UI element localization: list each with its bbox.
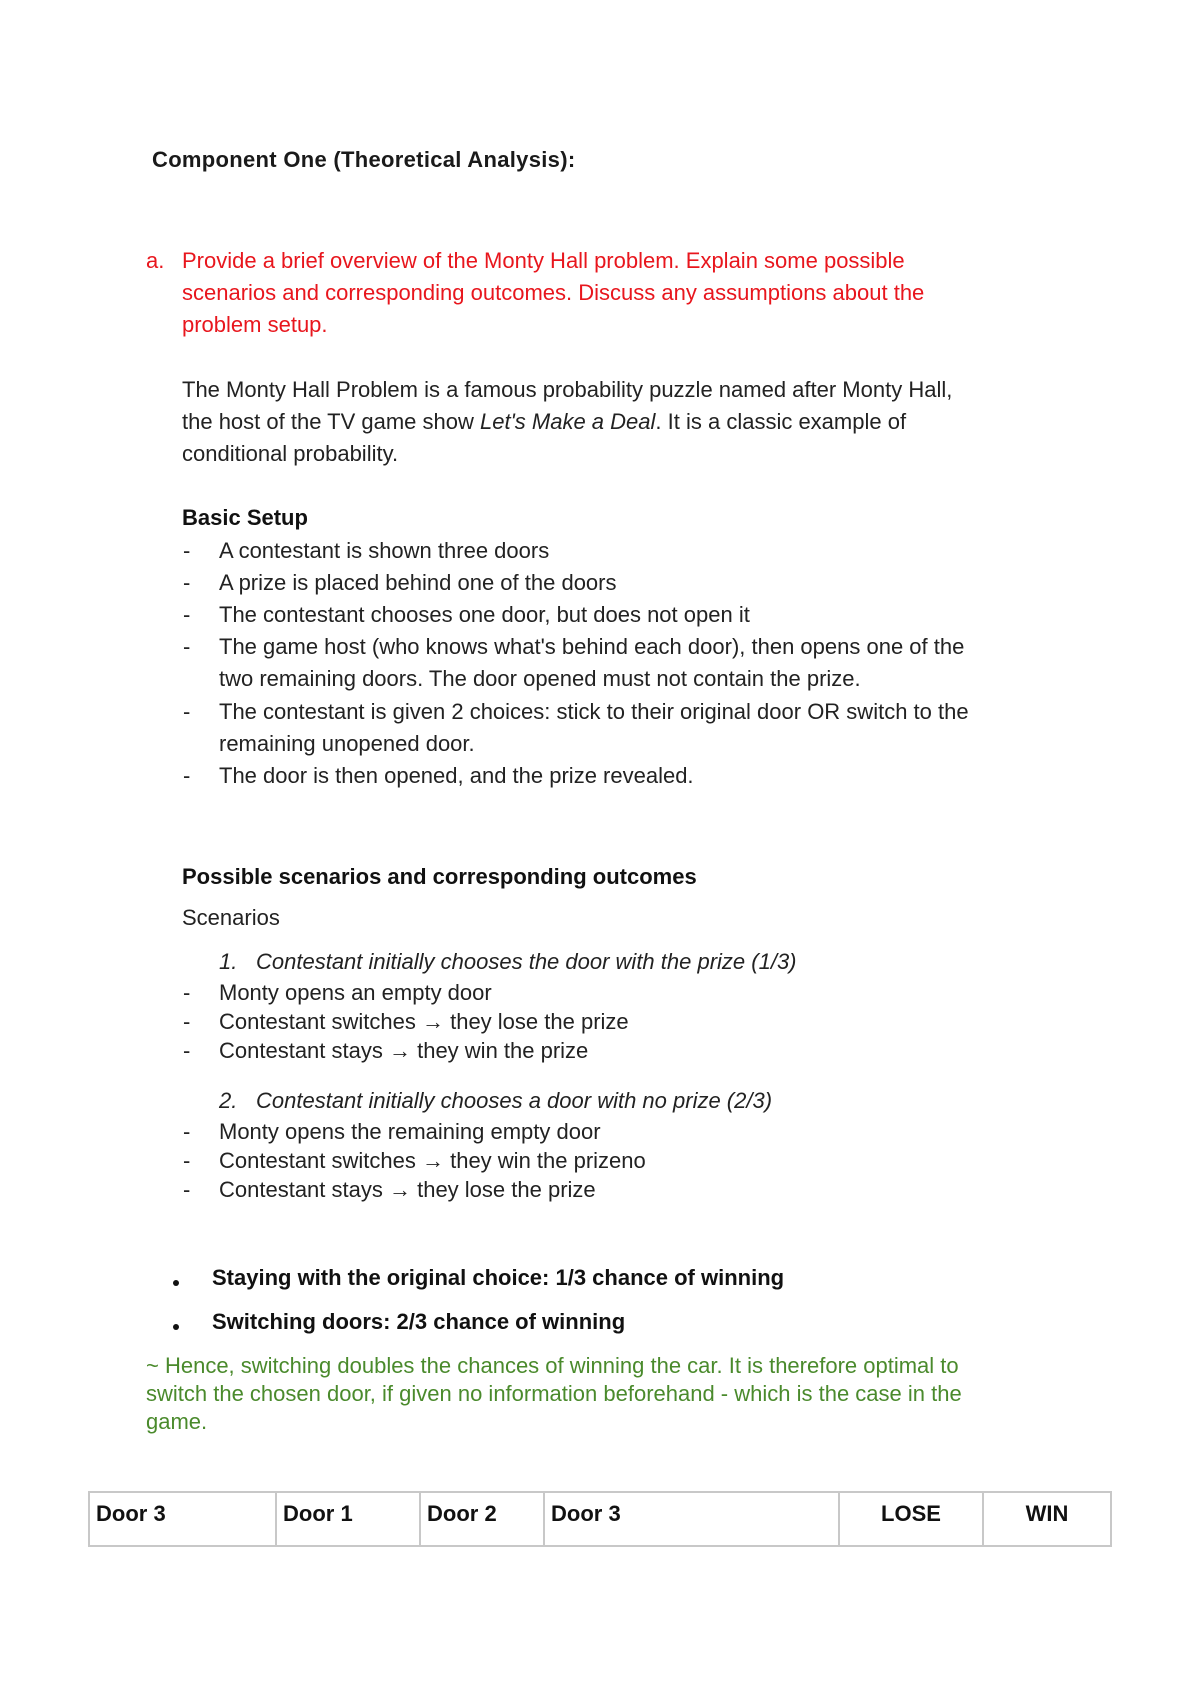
scenarios-heading: Possible scenarios and corresponding outcomes [182, 864, 697, 889]
conclusion-line-2: switch the chosen door, if given no information beforehand - which is the case in the [146, 1381, 962, 1406]
setup-item: The contestant chooses one door, but does not open it [219, 602, 750, 627]
outcome-result: they win the prize [410, 1038, 589, 1063]
outcome-text: Contestant stays [219, 1038, 389, 1063]
bullet-icon [173, 1280, 179, 1286]
setup-item: The door is then opened, and the prize revealed. [219, 763, 694, 788]
door-table [88, 1491, 1112, 1547]
page-heading: Component One (Theoretical Analysis): [152, 147, 576, 172]
table-cell: Door 1 [276, 1492, 420, 1546]
scenario-2-title: Contestant initially chooses a door with no prize (2/3) [256, 1088, 773, 1113]
dash-marker: - [183, 634, 191, 659]
intro-text: the host of the TV game show [182, 409, 480, 434]
dash-marker: - [183, 699, 191, 724]
dash-marker: - [183, 980, 191, 1005]
table-cell: WIN [983, 1492, 1111, 1546]
outcome-result: they lose the prize [443, 1009, 629, 1034]
outcome-result: they win the prizeno [443, 1148, 646, 1173]
outcome-text: Contestant stays [219, 1177, 389, 1202]
scenario-1-switch [219, 1009, 629, 1035]
scenario-2-switch [219, 1148, 646, 1174]
arrow-icon: → [421, 1148, 444, 1173]
show-title: Let's Make a Deal [480, 409, 656, 434]
summary-stay: Staying with the original choice: 1/3 chance of winning [212, 1265, 785, 1290]
scenario-1-outcome: Monty opens an empty door [219, 980, 492, 1005]
outcome-result: they lose the prize [410, 1177, 596, 1202]
setup-item: The contestant is given 2 choices: stick to their original door OR switch to the [219, 699, 969, 724]
outcome-text: Contestant switches [219, 1009, 422, 1034]
setup-item-continued: two remaining doors. The door opened must not contain the prize. [219, 666, 861, 691]
dash-marker: - [183, 602, 191, 627]
basic-setup-heading: Basic Setup [182, 505, 308, 530]
intro-line-2 [182, 406, 906, 438]
table-cell: Door 3 [544, 1492, 839, 1546]
arrow-icon: → [388, 1038, 411, 1063]
scenario-1-number: 1. [219, 949, 238, 974]
question-line-2: scenarios and corresponding outcomes. Discuss any assumptions about the [182, 280, 925, 305]
summary-switch: Switching doors: 2/3 chance of winning [212, 1309, 626, 1334]
question-line-3: problem setup. [182, 312, 328, 337]
scenario-2-outcome: Monty opens the remaining empty door [219, 1119, 601, 1144]
intro-line-3: conditional probability. [182, 441, 399, 466]
table-cell: Door 3 [89, 1492, 276, 1546]
setup-item: The game host (who knows what's behind each door), then opens one of the [219, 634, 965, 659]
table-cell: LOSE [839, 1492, 983, 1546]
arrow-icon: → [421, 1009, 444, 1034]
dash-marker: - [183, 1148, 191, 1173]
table-row [89, 1492, 1111, 1546]
scenario-2-stay [219, 1177, 596, 1203]
dash-marker: - [183, 1177, 191, 1202]
dash-marker: - [183, 1038, 191, 1063]
setup-item: A prize is placed behind one of the doors [219, 570, 617, 595]
table-cell: Door 2 [420, 1492, 544, 1546]
dash-marker: - [183, 570, 191, 595]
conclusion-line-1: ~ Hence, switching doubles the chances of winning the car. It is therefore optimal to [146, 1353, 959, 1378]
intro-line-1: The Monty Hall Problem is a famous probability puzzle named after Monty Hall, [182, 377, 953, 402]
arrow-icon: → [388, 1177, 411, 1202]
setup-item-continued: remaining unopened door. [219, 731, 475, 756]
scenario-2-number: 2. [219, 1088, 238, 1113]
scenario-1-stay [219, 1038, 588, 1064]
scenarios-label: Scenarios [182, 905, 280, 930]
outcome-text: Contestant switches [219, 1148, 422, 1173]
question-marker: a. [146, 248, 165, 273]
bullet-icon [173, 1324, 179, 1330]
intro-text-end: . It is a classic example of [655, 409, 907, 434]
dash-marker: - [183, 1009, 191, 1034]
dash-marker: - [183, 538, 191, 563]
setup-item: A contestant is shown three doors [219, 538, 550, 563]
dash-marker: - [183, 1119, 191, 1144]
dash-marker: - [183, 763, 191, 788]
conclusion-line-3: game. [146, 1409, 208, 1434]
question-line-1: Provide a brief overview of the Monty Hall problem. Explain some possible [182, 248, 905, 273]
scenario-1-title: Contestant initially chooses the door with the prize (1/3) [256, 949, 797, 974]
